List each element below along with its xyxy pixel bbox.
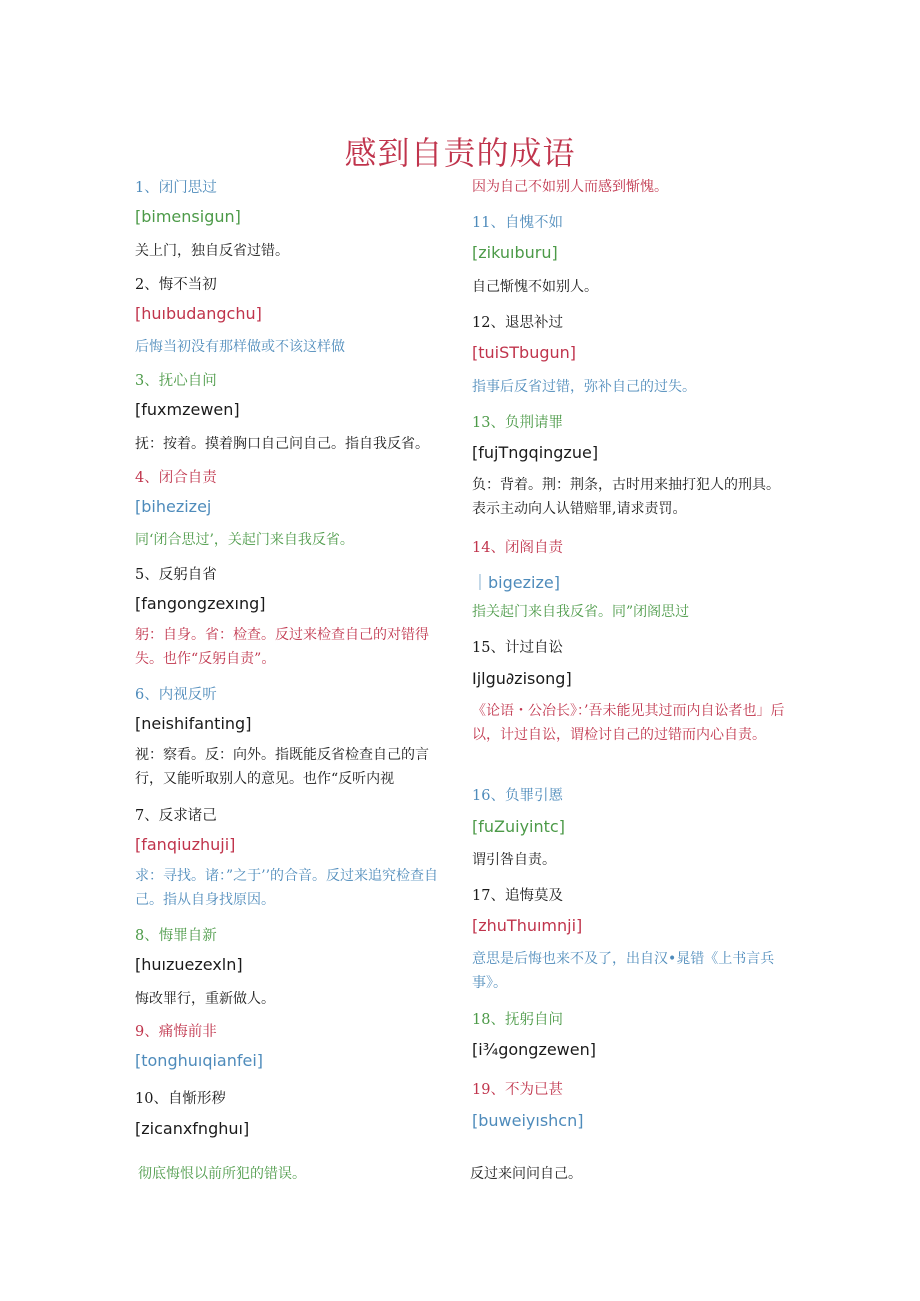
idiom-definition: 躬：自身。省：检查。反过来检查自己的对错得失。也作“反躬自责”。 — [135, 627, 429, 667]
page-title: 感到自责的成语 — [344, 134, 576, 172]
idiom-pinyin: [fangongzexıng] — [135, 594, 266, 613]
idiom-definition: 反过来问问自己。 — [470, 1166, 582, 1182]
idiom-pinyin: [zicanxfnghuı] — [135, 1119, 250, 1138]
idiom-pinyin: [tonghuıqianfei] — [135, 1051, 264, 1070]
idiom-pinyin: [zhuThuımnji] — [472, 916, 583, 935]
idiom-definition: 因为自己不如别人而感到惭愧。 — [472, 179, 668, 195]
idiom-pinyin: [zikuıburu] — [472, 243, 558, 262]
idiom-definition: 关上门，独自反省过错。 — [135, 243, 289, 259]
idiom-pinyin: [neishifanting] — [135, 714, 252, 733]
idiom-pinyin: ｜bigezize] — [472, 573, 560, 592]
idiom-heading: 11、自愧不如 — [472, 215, 563, 231]
idiom-pinyin: [fanqiuzhuji] — [135, 835, 236, 854]
idiom-pinyin: [fuxmzewen] — [135, 400, 240, 419]
idiom-pinyin: [tuiSTbugun] — [472, 343, 577, 362]
idiom-definition: 抚：按着。摸着胸口自己问自己。指自我反省。 — [135, 436, 429, 452]
idiom-heading: 6、内视反听 — [135, 687, 217, 703]
idiom-heading: 3、抚心自问 — [135, 373, 217, 389]
idiom-heading: 12、退思补过 — [472, 315, 563, 331]
idiom-heading: 7、反求诸己 — [135, 808, 217, 824]
idiom-pinyin: [buweiyıshcn] — [472, 1111, 584, 1130]
idiom-heading: 19、不为已甚 — [472, 1082, 563, 1098]
idiom-definition: 悔改罪行，重新做人。 — [135, 991, 275, 1007]
idiom-heading: 5、反躬自省 — [135, 567, 217, 583]
idiom-heading: 15、计过自讼 — [472, 640, 563, 656]
idiom-definition: 同‘闭合思过’，关起门来自我反省。 — [135, 532, 354, 548]
idiom-heading: 2、悔不当初 — [135, 277, 217, 293]
idiom-definition: 视：察看。反：向外。指既能反省检查自己的言行，又能听取别人的意见。也作“反听内视 — [135, 747, 429, 787]
idiom-pinyin: Ijlgu∂zisong] — [472, 669, 572, 688]
idiom-definition: 指关起门来自我反省。同”闭阁思过 — [472, 604, 690, 620]
idiom-pinyin: [huıbudangchu] — [135, 304, 262, 323]
idiom-heading: 16、负罪引慝 — [472, 788, 563, 804]
idiom-definition: 指事后反省过错，弥补自己的过失。 — [472, 379, 696, 395]
idiom-definition: 负：背着。荆：荆条，古时用来抽打犯人的刑具。表示主动向人认错赔罪,请求责罚。 — [472, 477, 780, 517]
idiom-heading: 1、闭门思过 — [135, 180, 217, 196]
idiom-pinyin: [fuZuiyintc] — [472, 817, 565, 836]
idiom-definition: 求：寻找。诸：”之于’’的合音。反过来追究检查自己。指从自身找原因。 — [135, 868, 439, 908]
idiom-heading: 14、闭阁自责 — [472, 540, 563, 556]
idiom-heading: 8、悔罪自新 — [135, 928, 217, 944]
idiom-heading: 10、自惭形秽 — [135, 1091, 226, 1107]
idiom-heading: 17、追悔莫及 — [472, 888, 563, 904]
idiom-definition: 后悔当初没有那样做或不该这样做 — [135, 339, 345, 355]
idiom-pinyin: [bimensigun] — [135, 207, 241, 226]
idiom-pinyin: [i¾gongzewen] — [472, 1040, 596, 1059]
idiom-heading: 13、负荆请罪 — [472, 415, 563, 431]
idiom-definition: 《论语・公冶长》：’吾未能见其过而内自讼者也」后以，计过自讼，谓检讨自己的过错而内心自责。 — [472, 703, 785, 743]
idiom-definition: 意思是后悔也来不及了，出自汉•晁错《上书言兵事》。 — [472, 951, 775, 991]
idiom-heading: 9、痛悔前非 — [135, 1024, 217, 1040]
idiom-definition: 谓引咎自责。 — [472, 852, 556, 868]
idiom-definition: 彻底悔恨以前所犯的错误。 — [138, 1166, 306, 1182]
idiom-pinyin: [huızuezexln] — [135, 955, 243, 974]
idiom-pinyin: [fujTngqingzue] — [472, 443, 599, 462]
idiom-heading: 4、闭合自责 — [135, 470, 217, 486]
idiom-pinyin: [bihezizej — [135, 497, 212, 516]
idiom-definition: 自己惭愧不如别人。 — [472, 279, 598, 295]
idiom-heading: 18、抚躬自问 — [472, 1012, 563, 1028]
